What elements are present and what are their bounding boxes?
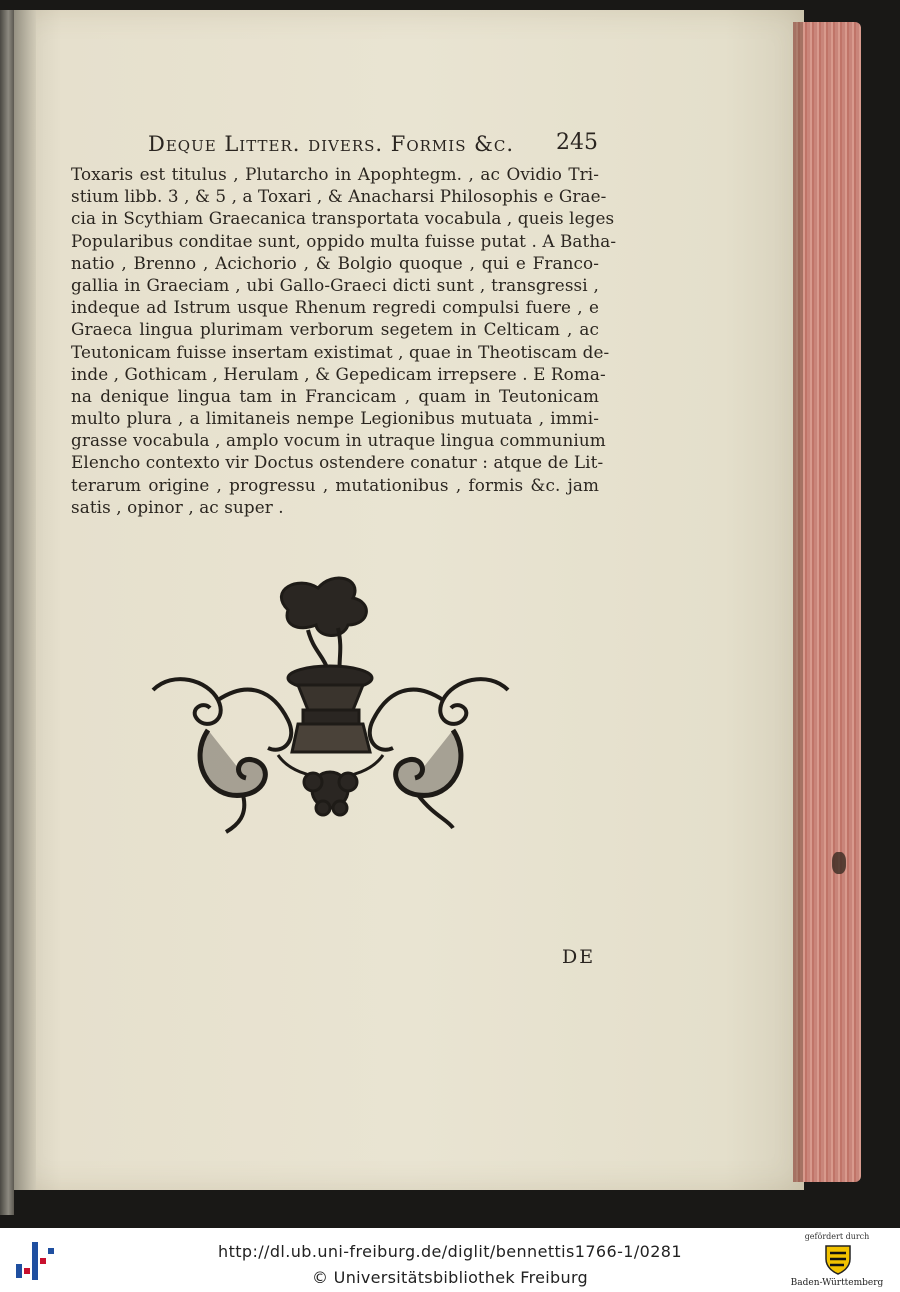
- page-header: [148, 130, 598, 164]
- text-line: inde , Gothicam , Herulam , & Gepedicam irrepsere . E Roma-: [71, 363, 606, 384]
- permalink-url[interactable]: http://dl.ub.uni-freiburg.de/diglit/bennettis1766-1/0281: [218, 1242, 682, 1261]
- text-line: cia in Scythiam Graecanica transportata vocabula , queis leges: [71, 208, 615, 229]
- catchword: DE: [562, 946, 596, 968]
- text-line: natio , Brenno , Acichorio , & Bolgio quoque , qui e Franco-: [71, 252, 599, 273]
- text-line: indeque ad Istrum usque Rhenum regredi compulsi fuere , e: [71, 297, 599, 318]
- sponsor-logo: [782, 1232, 892, 1290]
- text-line: Elencho contexto vir Doctus ostendere conatur : atque de Lit-: [71, 452, 604, 473]
- text-line: terarum origine , progressu , mutationibus , formis &c. jam: [71, 474, 599, 495]
- vignette-urn-ornament-icon: [148, 570, 513, 835]
- text-line: grasse vocabula , amplo vocum in utraque lingua communium: [71, 430, 606, 451]
- text-line: Graeca lingua plurimam verborum segetem in Celticam , ac: [71, 319, 599, 340]
- sponsor-name: Baden-Württemberg: [790, 1278, 884, 1288]
- baden-wuerttemberg-seal-icon: [823, 1243, 853, 1275]
- text-line: Toxaris est titulus , Plutarcho in Apophtegm. , ac Ovidio Tri-: [71, 164, 599, 184]
- viewer-footer: [0, 1228, 900, 1292]
- text-line: stium libb. 3 , & 5 , a Toxari , & Anacharsi Philosophis e Grae-: [71, 186, 607, 207]
- text-line: satis , opinor , ac super .: [71, 496, 284, 517]
- text-line: gallia in Graeciam , ubi Gallo-Graeci dicti sunt , transgressi ,: [71, 274, 599, 295]
- text-line: Popularibus conditae sunt, oppido multa fuisse putat . A Batha-: [71, 230, 617, 251]
- copyright-notice: © Universitätsbibliothek Freiburg: [312, 1268, 588, 1287]
- page-number: 245: [556, 130, 598, 155]
- sponsor-caption: gefördert durch: [804, 1232, 870, 1241]
- page-gutter: [14, 10, 36, 1190]
- page-block-edge: [793, 22, 861, 1182]
- previous-page-edge: [0, 10, 14, 1215]
- running-head: Deque Litter. divers. Formis &c.: [148, 132, 515, 156]
- page-block-shade: [793, 22, 803, 1182]
- text-line: Teutonicam fuisse insertam existimat , quae in Theotiscam de-: [71, 341, 610, 362]
- edge-stain: [832, 852, 846, 874]
- body-text: [71, 163, 617, 518]
- text-line: na denique lingua tam in Francicam , quam in Teutonicam: [71, 385, 599, 406]
- text-line: multo plura , a limitaneis nempe Legionibus mutuata , immi-: [71, 408, 599, 429]
